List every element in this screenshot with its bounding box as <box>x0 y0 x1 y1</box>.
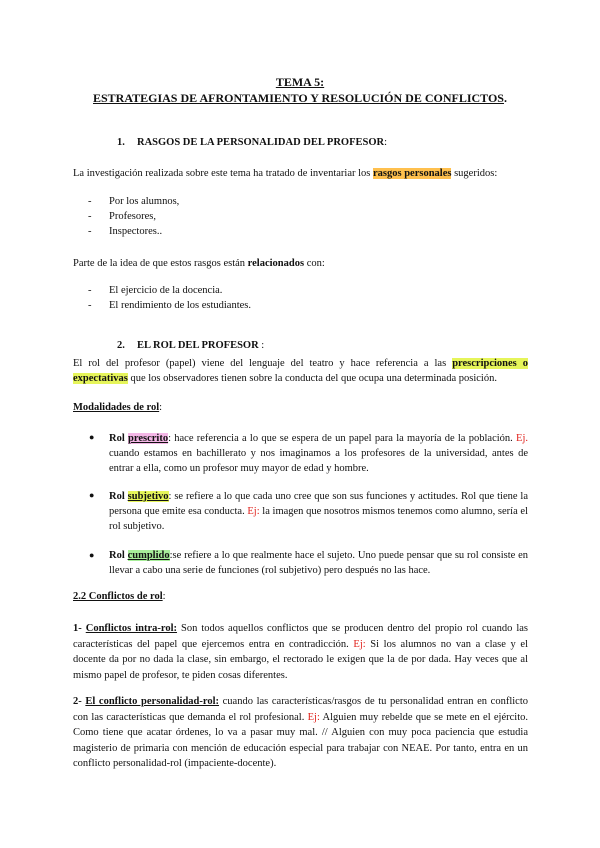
conflict-number: 2- <box>73 696 86 707</box>
rol-cumplido-highlight: cumplido <box>127 550 170 561</box>
section2-heading-text: EL ROL DEL PROFESOR <box>137 340 259 351</box>
modalidades-tail: : <box>159 402 163 413</box>
list1-dash: - <box>88 196 92 207</box>
list1-dash: - <box>88 211 92 222</box>
section2-number: 2. <box>117 340 125 351</box>
section22-heading-text: 2.2 Conflictos de rol <box>73 591 163 602</box>
list-item: El rendimiento de los estudiantes. <box>109 300 252 311</box>
rol-cumplido-text: :se refiere a lo que realmente hace el sujeto. Uno puede pensar que su rol consiste en llevar a cabo una serie de funciones (rol subjetivo) pero después no las hace. <box>109 550 529 576</box>
section2-para-after: que los observadores tienen sobre la conducta del que ocupa una determinada posición. <box>127 373 497 384</box>
bullet-icon: ● <box>89 432 95 442</box>
title-line-2-tail: . <box>503 91 507 105</box>
conflict-text: Son todos aquellos conflictos que se producen dentro del propio rol cuando las características del papel que ejercemos entra en contradicción. <box>73 623 528 650</box>
intro-before: La investigación realizada sobre este tema ha tratado de inventariar los <box>73 168 373 179</box>
rol-prescrito-example: cuando estamos en bachillerato y nos imaginamos a los profesores de la universidad, antes de entrar a ella, como un profesor muy mayor de edad y hombre. <box>109 448 528 474</box>
ej-label: Ej. <box>516 433 529 444</box>
rol-subjetivo-highlight: subjetivo <box>127 491 169 502</box>
bullet-icon: ● <box>89 490 95 500</box>
section1-intro <box>73 166 528 181</box>
doc-title <box>0 75 600 90</box>
rol-prescrito-highlight: prescrito <box>128 433 169 444</box>
list-item: Inspectores.. <box>109 226 163 237</box>
list-item: Profesores, <box>109 211 156 222</box>
list2-dash: - <box>88 300 92 311</box>
rol-prefix: Rol <box>109 550 128 561</box>
list-item: Por los alumnos, <box>109 196 180 207</box>
rol-prefix: Rol <box>109 491 128 502</box>
bullet-icon: ● <box>89 550 95 560</box>
section1-heading <box>137 137 387 148</box>
rol-subjetivo-text: : se refiere a lo que cada uno cree que son sus funciones y actitudes. Rol que tiene la persona que emite esa conducta. <box>109 491 529 517</box>
intro-highlight: rasgos personales <box>373 168 452 179</box>
doc-subtitle <box>0 91 600 106</box>
conflict-intra-rol <box>73 621 528 683</box>
conflict-label: Conflictos intra-rol: <box>85 623 178 634</box>
ej-label: Ej: <box>307 711 320 723</box>
para2-before: Parte de la idea de que estos rasgos están <box>73 258 248 269</box>
rol-prescrito <box>109 431 528 476</box>
list2-dash: - <box>88 285 92 296</box>
rol-cumplido <box>109 548 528 578</box>
rol-subjetivo-example: la imagen que nosotros mismos tenemos como alumno, sería el rol subjetivo. <box>109 506 528 532</box>
section2-para-highlight: prescripciones o expectativas <box>73 358 528 384</box>
rol-prescrito-text: : hace referencia a lo que se espera de un papel para la mayoría de la población. <box>168 433 517 444</box>
conflict-number: 1- <box>73 623 86 634</box>
ej-label: Ej: <box>247 506 260 517</box>
section2-para-before: El rol del profesor (papel) viene del lenguaje del teatro y hace referencia a las <box>73 358 453 369</box>
section1-heading-text: RASGOS DE LA PERSONALIDAD DEL PROFESOR <box>137 137 385 148</box>
section22-heading <box>73 591 166 602</box>
section22-heading-tail: : <box>162 591 166 602</box>
conflict-example: Alguien muy rebelde que se mete en el ejército. Como tiene que acatar órdenes, lo va a pasar muy mal. // Alguien con muy poca paciencia que estudia magisterio de primaria con mención de educación especial para trabajar con NEAE. Por tanto, entra en un conflicto personalidad-rol (impaciente-docente). <box>73 711 528 769</box>
modalidades-label <box>73 402 162 413</box>
list1-dash: - <box>88 226 92 237</box>
section2-heading-tail: : <box>258 340 265 351</box>
para2-after: con: <box>304 258 325 269</box>
conflict-example: Si los alumnos no van a clase y el docente da por no dada la clase, sin embargo, el rectorado le exigen que la de por dada. Hay veces que al mismo papel de profesor, te piden cosas diferentes. <box>73 638 528 681</box>
list-item: El ejercicio de la docencia. <box>109 285 223 296</box>
modalidades-label-text: Modalidades de rol <box>73 402 160 413</box>
rol-prefix: Rol <box>109 433 129 444</box>
section1-para2 <box>73 256 528 271</box>
ej-label: Ej: <box>353 638 366 650</box>
section1-heading-tail: : <box>384 137 388 148</box>
conflict-label: El conflicto personalidad-rol: <box>85 696 220 707</box>
section2-para <box>73 356 528 386</box>
title-line-2: ESTRATEGIAS DE AFRONTAMIENTO Y RESOLUCIÓN DE CONFLICTOS <box>93 91 504 105</box>
title-line-1: TEMA 5: <box>275 75 325 89</box>
rol-subjetivo <box>109 489 528 534</box>
conflict-text: cuando las características/rasgos de tu personalidad entran en conflicto con las características que demanda el rol profesional. <box>73 696 528 723</box>
conflict-personalidad-rol <box>73 694 528 772</box>
section1-number: 1. <box>117 137 125 148</box>
section2-heading <box>137 340 264 351</box>
para2-bold: relacionados <box>247 258 305 269</box>
intro-after: sugeridos: <box>451 168 498 179</box>
